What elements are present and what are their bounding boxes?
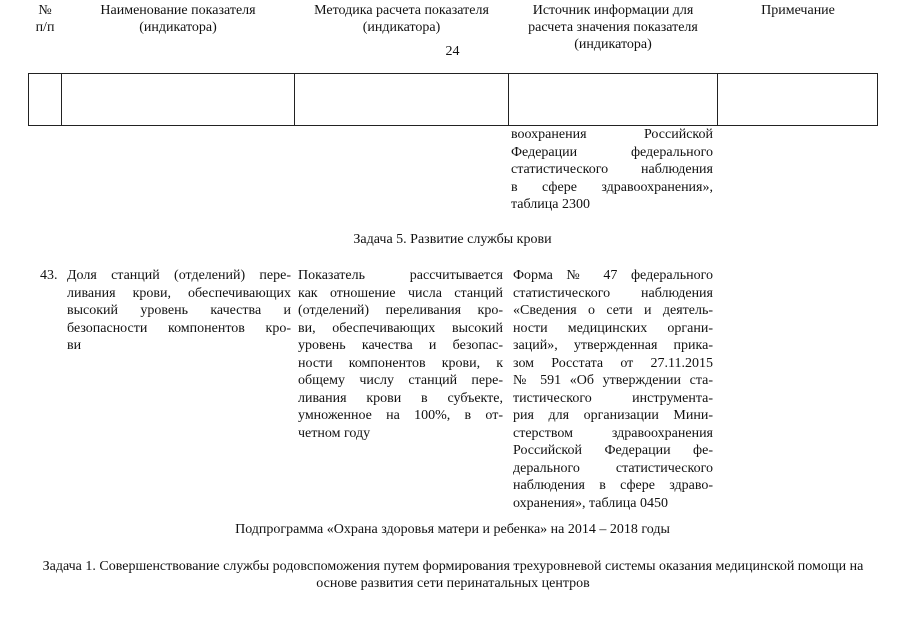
column-divider — [294, 73, 295, 126]
indicator-name — [67, 267, 291, 355]
column-divider — [717, 73, 718, 126]
text-line: в сфере здравоохранения», — [511, 179, 713, 195]
text-line: зом Росстата от 27.11.2015 — [513, 355, 713, 371]
text-line: умноженное на 100%, в от- — [298, 408, 503, 423]
text-line: стерством здравоохранения — [513, 425, 713, 441]
text-line: рия для организации Мини- — [513, 408, 713, 423]
table-header — [28, 73, 878, 126]
text-line: Форма № 47 федерального — [513, 268, 713, 283]
text-line: ности медицинских органи- — [513, 320, 713, 336]
subprogram-title: Подпрограмма «Охрана здоровья матери и ребенка» на 2014 – 2018 годы — [235, 522, 670, 537]
text-line: дерального статистического — [513, 460, 713, 476]
header-name: Наименование показателя (индикатора) — [100, 3, 256, 35]
text-line: Федерации федерального — [511, 144, 713, 160]
text-line: статистического наблюдения — [513, 285, 713, 301]
text-line: (отделений) переливания кро- — [298, 303, 503, 318]
information-source — [513, 267, 713, 512]
task5-title: Задача 5. Развитие службы крови — [353, 232, 552, 247]
text-line: высокий уровень качества и — [67, 303, 291, 318]
calculation-method — [298, 267, 503, 442]
text-line: воохранения Российской — [511, 127, 713, 142]
text-line: наблюдения в сфере здраво- — [513, 478, 713, 493]
task1-title: Задача 1. Совершенствование службы родовспоможения путем формирования трехуровневой системы оказания медицинской помощи на основе развития сети перинатальных центров — [42, 559, 864, 591]
text-line: «Сведения о сети и деятель- — [513, 303, 713, 318]
text-line: охранения», таблица 0450 — [513, 495, 668, 511]
text-line: ливания крови, обеспечивающих — [67, 285, 291, 301]
text-line: № 591 «Об утверждении ста- — [513, 373, 713, 388]
text-line: ности компонентов крови, к — [298, 355, 503, 371]
row-number: 43. — [40, 268, 58, 283]
text-line: Российской Федерации фе- — [513, 443, 713, 458]
header-method: Методика расчета показателя (индикатора) — [314, 3, 489, 35]
header-note: Примечание — [761, 3, 835, 18]
text-line: ливания крови в субъекте, — [298, 390, 503, 406]
text-line: статистического наблюдения — [511, 162, 713, 177]
text-line: общему числу станций пере- — [298, 373, 503, 388]
text-line: безопасности компонентов кро- — [67, 320, 291, 336]
text-line: четном году — [298, 425, 371, 441]
text-line: Показатель рассчитывается — [298, 268, 503, 283]
header-num: № п/п — [35, 3, 55, 35]
column-divider — [508, 73, 509, 126]
text-line: таблица 2300 — [511, 197, 590, 212]
text-line: ви, обеспечивающих высокий — [298, 320, 503, 336]
text-line: ви — [67, 338, 82, 353]
text-line: уровень качества и безопас- — [298, 338, 503, 353]
text-line: как отношение числа станций — [298, 285, 503, 301]
page-number: 24 — [445, 44, 460, 59]
column-divider — [877, 73, 878, 126]
text-line: заций», утвержденная прика- — [513, 338, 713, 353]
continuation-text — [511, 126, 713, 214]
column-divider — [61, 73, 62, 126]
header-source: Источник информации для расчета значения показателя (индикатора) — [528, 3, 698, 52]
text-line: тистического инструмента- — [513, 390, 713, 406]
text-line: Доля станций (отделений) пере- — [67, 268, 291, 283]
